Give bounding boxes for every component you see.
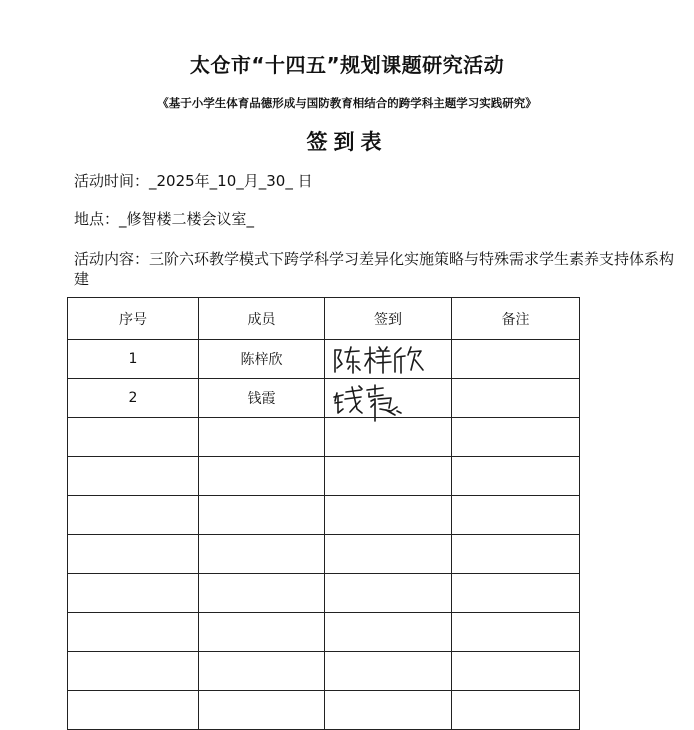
row-member (199, 418, 325, 457)
table-row (68, 691, 580, 730)
row-member (199, 652, 325, 691)
document-title: 太仓市“十四五”规划课题研究活动 (189, 53, 505, 77)
header-note: 备注 (452, 298, 580, 340)
row-signature (325, 574, 452, 613)
row-note (452, 652, 580, 691)
row-member (199, 691, 325, 730)
handwritten-signature-qian (331, 381, 431, 431)
row-number (68, 574, 199, 613)
table-row (68, 418, 580, 457)
activity-content: 活动内容：三阶六环教学模式下跨学科学习差异化实施策略与特殊需求学生素养支持体系构建 (74, 250, 675, 288)
row-note (452, 496, 580, 535)
row-signature (325, 613, 452, 652)
table-row (68, 652, 580, 691)
table-row (68, 457, 580, 496)
row-signature (325, 652, 452, 691)
sign-in-table (67, 297, 580, 730)
row-signature (325, 340, 452, 379)
row-signature (325, 457, 452, 496)
row-number: 2 (68, 379, 199, 418)
row-signature (325, 379, 452, 418)
table-header-row (68, 298, 580, 340)
header-signature: 签到 (325, 298, 452, 340)
table-row (68, 535, 580, 574)
row-note (452, 418, 580, 457)
row-signature (325, 691, 452, 730)
row-member (199, 457, 325, 496)
row-member (199, 496, 325, 535)
table-row (68, 340, 580, 379)
row-number (68, 535, 199, 574)
row-signature (325, 496, 452, 535)
row-number (68, 418, 199, 457)
handwritten-signature-chen (331, 342, 431, 376)
row-note (452, 340, 580, 379)
activity-location: 地点：_修智楼二楼会议室_ (74, 210, 255, 228)
row-note (452, 691, 580, 730)
row-number (68, 691, 199, 730)
row-note (452, 574, 580, 613)
row-number (68, 652, 199, 691)
row-member: 陈梓欣 (199, 340, 325, 379)
row-note (452, 379, 580, 418)
row-number (68, 457, 199, 496)
table-row (68, 574, 580, 613)
sheet-title: 签到表 (306, 130, 388, 154)
row-number: 1 (68, 340, 199, 379)
row-member (199, 574, 325, 613)
row-member (199, 613, 325, 652)
row-number (68, 496, 199, 535)
activity-time: 活动时间：_2025年_10_月_30_ 日 (74, 172, 313, 190)
document-subtitle: 《基于小学生体育品德形成与国防教育相结合的跨学科主题学习实践研究》 (157, 96, 537, 110)
table-row (68, 613, 580, 652)
row-member: 钱霞 (199, 379, 325, 418)
row-number (68, 613, 199, 652)
row-note (452, 535, 580, 574)
row-member (199, 535, 325, 574)
table-row (68, 379, 580, 418)
row-note (452, 457, 580, 496)
row-note (452, 613, 580, 652)
header-number: 序号 (68, 298, 199, 340)
table-row (68, 496, 580, 535)
row-signature (325, 535, 452, 574)
header-member: 成员 (199, 298, 325, 340)
